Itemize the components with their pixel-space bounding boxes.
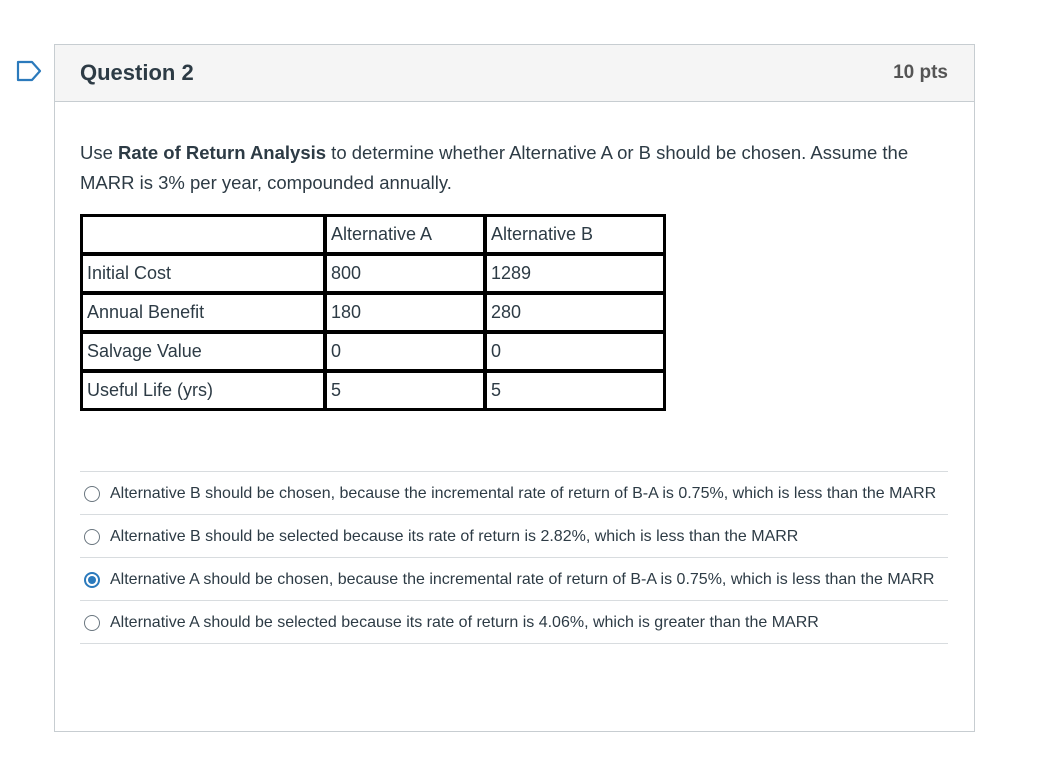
alternatives-table	[80, 214, 666, 411]
prompt-text-start: Use	[80, 142, 119, 163]
answer-option-1[interactable]	[80, 472, 948, 515]
table-header-row	[81, 215, 665, 254]
table-row-label: Initial Cost	[81, 254, 325, 293]
table-cell-b: 5	[485, 371, 665, 410]
table-row	[81, 293, 665, 332]
table-row-label: Useful Life (yrs)	[81, 371, 325, 410]
answer-option-4[interactable]	[80, 601, 948, 644]
question-header	[55, 45, 974, 102]
table-cell-b: 1289	[485, 254, 665, 293]
question-points: 10 pts	[893, 62, 948, 83]
table-row	[81, 332, 665, 371]
radio-button[interactable]	[84, 486, 100, 502]
table-row	[81, 254, 665, 293]
table-cell-a: 800	[325, 254, 485, 293]
table-header-cell	[81, 215, 325, 254]
table-cell-a: 5	[325, 371, 485, 410]
answer-list	[80, 471, 948, 644]
table-cell-a: 0	[325, 332, 485, 371]
table-header-cell: Alternative B	[485, 215, 665, 254]
radio-button[interactable]	[84, 529, 100, 545]
table-cell-b: 280	[485, 293, 665, 332]
answer-label[interactable]: Alternative B should be selected because its rate of return is 2.82%, which is less than the MARR	[110, 528, 799, 545]
flag-question-icon[interactable]	[16, 60, 42, 82]
question-title: Question 2	[80, 60, 194, 85]
table-header-cell: Alternative A	[325, 215, 485, 254]
answer-option-3[interactable]	[80, 558, 948, 601]
radio-button[interactable]	[84, 615, 100, 631]
table-cell-b: 0	[485, 332, 665, 371]
table-row-label: Salvage Value	[81, 332, 325, 371]
question-prompt	[80, 138, 960, 198]
answer-label[interactable]: Alternative B should be chosen, because the incremental rate of return of B-A is 0.75%, which is less than the MARR	[110, 485, 937, 502]
answer-label[interactable]: Alternative A should be selected because its rate of return is 4.06%, which is greater than the MARR	[110, 614, 819, 631]
radio-button-selected[interactable]	[84, 572, 100, 588]
answer-label[interactable]: Alternative A should be chosen, because the incremental rate of return of B-A is 0.75%, which is less than the MARR	[110, 571, 935, 588]
table-row-label: Annual Benefit	[81, 293, 325, 332]
question-card	[54, 44, 975, 732]
answer-option-2[interactable]	[80, 515, 948, 558]
table-cell-a: 180	[325, 293, 485, 332]
prompt-text-end: to determine whether Alternative A or B should be chosen. Assume the MARR is 3% per year, compounded annually.	[80, 142, 909, 193]
question-body	[55, 138, 974, 644]
prompt-bold-term: Rate of Return Analysis	[118, 142, 327, 163]
table-row	[81, 371, 665, 410]
